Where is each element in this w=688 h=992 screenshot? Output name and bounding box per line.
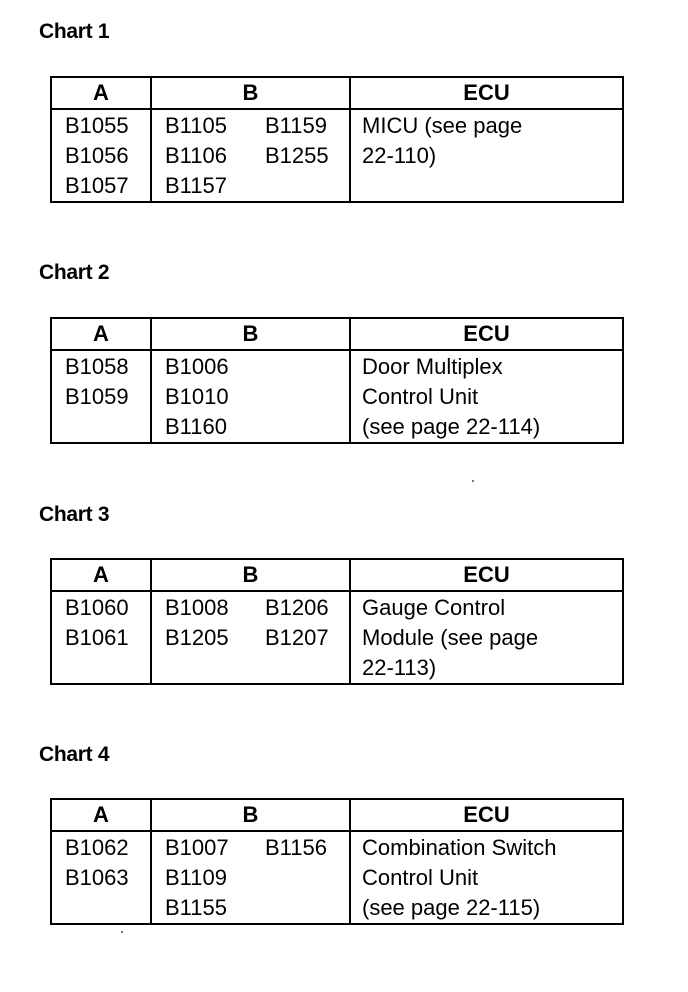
table-header-row: [52, 319, 622, 351]
scan-speck: [472, 480, 474, 482]
table-header-row: [52, 560, 622, 592]
chart-2-table: [50, 317, 624, 444]
code-a: B1056: [65, 143, 129, 168]
code-b: B1160: [165, 414, 227, 439]
chart-3-table: [50, 558, 624, 685]
code-b: B1008: [165, 595, 229, 620]
code-b: B1159: [265, 113, 327, 138]
code-b: B1109: [165, 865, 227, 890]
code-a: B1058: [65, 354, 129, 379]
header-a: A: [52, 560, 152, 590]
table-header-row: [52, 800, 622, 832]
ecu-text: 22-110): [362, 143, 437, 168]
header-a: A: [52, 78, 152, 108]
code-b: B1157: [165, 173, 227, 198]
code-a: [65, 412, 150, 442]
ecu-text: Combination Switch: [362, 835, 557, 860]
header-ecu: ECU: [463, 562, 510, 587]
chart-4-title: Chart 4: [39, 743, 110, 766]
code-a: B1062: [65, 835, 129, 860]
code-b: B1207: [265, 625, 329, 650]
header-b: B: [152, 560, 351, 590]
code-a: B1063: [65, 865, 129, 890]
ecu-text: 22-113): [362, 655, 437, 680]
ecu-cell: [351, 110, 622, 201]
code-b: B1006: [165, 354, 229, 379]
code-b: [265, 352, 351, 382]
code-b: B1105: [165, 113, 227, 138]
header-b: B: [152, 319, 351, 349]
code-b: B1205: [165, 625, 229, 650]
code-b: B1106: [165, 143, 227, 168]
chart-1-table: [50, 76, 624, 203]
column-a-cell: [52, 832, 152, 923]
ecu-text: Door Multiplex: [362, 354, 503, 379]
header-b: B: [152, 78, 351, 108]
code-b: [265, 863, 351, 893]
ecu-text: Control Unit: [362, 865, 479, 890]
header-b: B: [152, 800, 351, 830]
code-a: B1055: [65, 113, 129, 138]
table-body-row: [52, 592, 622, 683]
column-a-cell: [52, 592, 152, 683]
ecu-cell: [351, 351, 622, 442]
code-a: B1057: [65, 173, 129, 198]
column-b-cell: [152, 110, 351, 201]
code-a: B1059: [65, 384, 129, 409]
code-b: B1010: [165, 384, 229, 409]
code-a: [65, 653, 150, 683]
chart-2-title: Chart 2: [39, 261, 110, 284]
code-a: B1061: [65, 625, 129, 650]
column-b-cell: [152, 351, 351, 442]
column-a-cell: [52, 110, 152, 201]
code-b: B1156: [265, 835, 327, 860]
header-a: A: [52, 319, 152, 349]
code-a: B1060: [65, 595, 129, 620]
chart-1-title: Chart 1: [39, 20, 110, 43]
code-b: B1007: [165, 835, 229, 860]
ecu-cell: [351, 832, 622, 923]
code-b: B1255: [265, 143, 329, 168]
column-a-cell: [52, 351, 152, 442]
code-a: [65, 893, 150, 923]
ecu-cell: [351, 592, 622, 683]
ecu-text: MICU (see page: [362, 113, 523, 138]
code-b: B1155: [165, 895, 227, 920]
column-b-cell: [152, 832, 351, 923]
ecu-text: (see page 22-115): [362, 895, 541, 920]
code-b: [265, 382, 351, 412]
column-b-cell: [152, 592, 351, 683]
table-body-row: [52, 110, 622, 201]
ecu-text: Module (see page: [362, 625, 539, 650]
header-ecu: ECU: [463, 802, 510, 827]
table-body-row: [52, 832, 622, 923]
code-b: B1206: [265, 595, 329, 620]
chart-4-table: [50, 798, 624, 925]
header-a: A: [52, 800, 152, 830]
chart-3-title: Chart 3: [39, 503, 110, 526]
header-ecu: ECU: [463, 321, 510, 346]
ecu-text: Control Unit: [362, 384, 479, 409]
table-header-row: [52, 78, 622, 110]
table-body-row: [52, 351, 622, 442]
scan-speck: [121, 931, 123, 933]
ecu-text: Gauge Control: [362, 595, 506, 620]
header-ecu: ECU: [463, 80, 510, 105]
ecu-text: (see page 22-114): [362, 414, 541, 439]
